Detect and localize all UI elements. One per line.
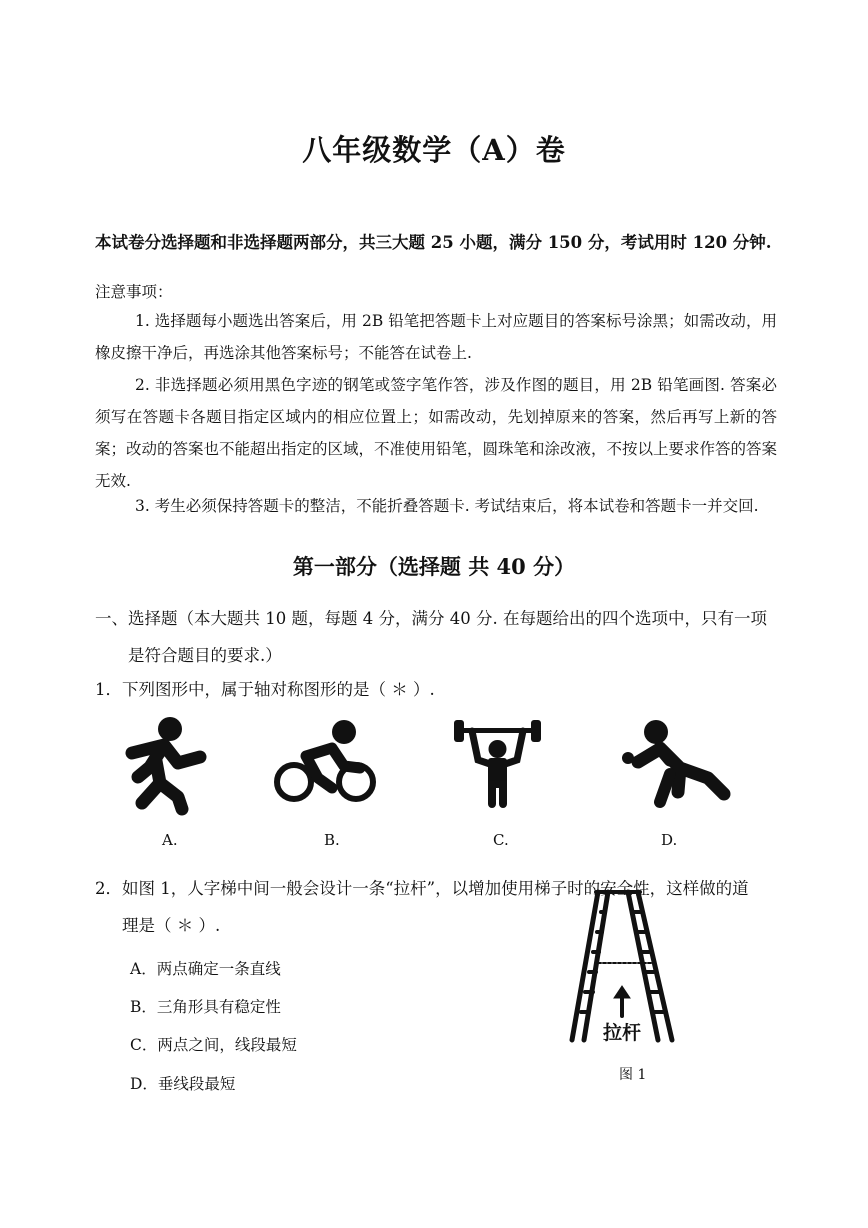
option-c: C．两点之间，线段最短 [130, 1036, 297, 1054]
weightlifter-icon [450, 712, 545, 807]
part-heading: 第一部分（选择题 共 40 分） [292, 554, 576, 579]
option-label-c: C. [493, 831, 509, 849]
cyclist-icon [272, 718, 382, 808]
option-a: A．两点确定一条直线 [130, 960, 281, 978]
question-1-stem: 1．下列图形中，属于轴对称图形的是（ ＊ ）. [95, 680, 435, 699]
section-heading-line2: 是符合题目的要求.） [128, 646, 282, 665]
notes-heading: 注意事项： [95, 283, 173, 301]
option-b: B．三角形具有稳定性 [130, 998, 281, 1016]
ladder-bar-label: 拉杆 [602, 1018, 642, 1045]
runner-icon [120, 715, 210, 810]
note-item: 2. 非选择题必须用黑色字迹的钢笔或签字笔作答，涉及作图的题目，用 2B 铅笔画图. 答案必须写在答题卡各题目指定区域内的相应位置上；如需改动，先划掉原来的答案，然后再写上新的答案；改动的答案也不能超出指定的区域，不准使用铅笔，圆珠笔和涂改液，不按以上要求作答的答案无效. [95, 376, 778, 490]
option-d: D．垂线段最短 [130, 1075, 236, 1093]
exam-intro: 本试卷分选择题和非选择题两部分，共三大题 25 小题，满分 150 分，考试用时 120 分钟. [95, 233, 772, 252]
option-label-d: D. [661, 831, 678, 849]
ping-pong-player-icon [620, 718, 730, 808]
question-2-stem-line1: 2．如图 1，人字梯中间一般会设计一条“拉杆”，以增加使用梯子时的安全性，这样做的道 [95, 879, 749, 898]
option-label-b: B. [324, 831, 340, 849]
section-heading-line1: 一、选择题（本大题共 10 题，每题 4 分，满分 40 分. 在每题给出的四个选项中，只有一项 [95, 609, 767, 628]
note-item: 1. 选择题每小题选出答案后，用 2B 铅笔把答题卡上对应题目的答案标号涂黑；如需改动，用橡皮擦干净后，再选涂其他答案标号；不能答在试卷上. [95, 312, 777, 362]
option-label-a: A. [162, 831, 178, 849]
note-item: 3. 考生必须保持答题卡的整洁，不能折叠答题卡. 考试结束后，将本试卷和答题卡一并交回. [135, 497, 759, 515]
question-2-stem-line2: 理是（ ＊ ）. [122, 916, 221, 935]
figure-caption: 图 1 [619, 1067, 647, 1083]
page-title: 八年级数学（A）卷 [302, 133, 566, 167]
